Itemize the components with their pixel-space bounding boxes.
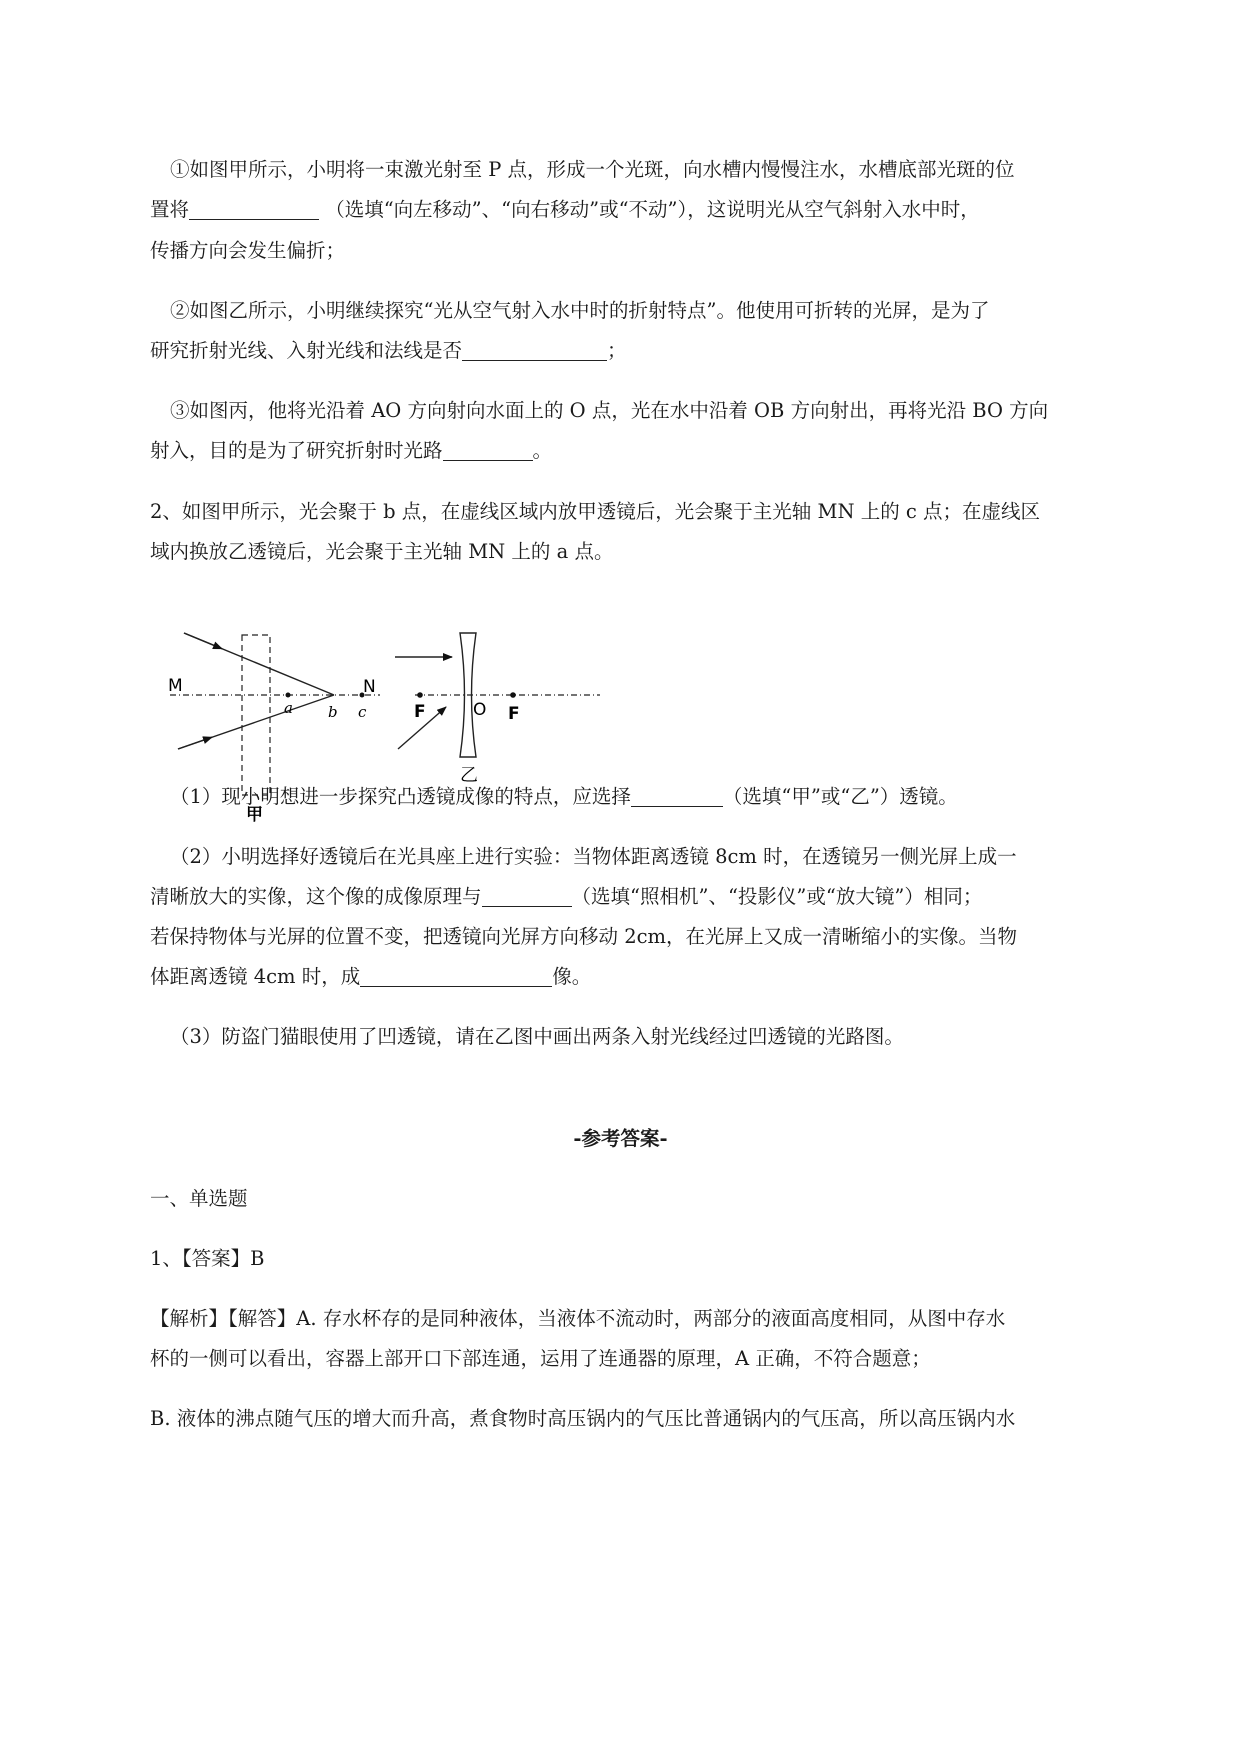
label-n: N xyxy=(363,677,376,697)
label-focus-right: F xyxy=(508,704,520,724)
q1-answer-blank[interactable] xyxy=(189,197,319,220)
sub2-line2-prefix: 清晰放大的实像，这个像的成像原理与 xyxy=(150,885,482,908)
focus-right-dot xyxy=(510,692,516,698)
label-focus-left: F xyxy=(414,702,426,722)
analysis-line2: 杯的一侧可以看出，容器上部开口下部连通，运用了连通器的原理，A 正确，不符合题意； xyxy=(150,1347,931,1370)
ray-upper-arrow xyxy=(184,633,222,649)
sub2-line4-prefix: 体距离透镜 4cm 时，成 xyxy=(150,965,361,988)
answer-item-1: 1、【答案】B xyxy=(150,1247,265,1270)
point-a xyxy=(286,693,291,698)
answers-heading: -参考答案- xyxy=(573,1127,668,1150)
q3-answer-blank[interactable] xyxy=(443,438,533,461)
sub1-prefix: （1）现小明想进一步探究凸透镜成像的特点，应选择 xyxy=(170,785,631,808)
q2-line2-prefix: 研究折射光线、入射光线和法线是否 xyxy=(150,339,463,362)
q1-line2 xyxy=(150,196,980,224)
analysis-line3: B. 液体的沸点随气压的增大而升高，煮食物时高压锅内的气压比普通锅内的气压高，所以高压锅内水 xyxy=(150,1407,1016,1430)
q2-answer-blank[interactable] xyxy=(462,338,607,361)
question2-line2: 域内换放乙透镜后，光会聚于主光轴 MN 上的 a 点。 xyxy=(150,540,614,563)
q1-line2-suffix: （选填“向左移动”、“向右移动”或“不动”），这说明光从空气斜射入水中时， xyxy=(319,198,980,221)
sub3-line: （3）防盗门猫眼使用了凹透镜，请在乙图中画出两条入射光线经过凹透镜的光路图。 xyxy=(170,1025,904,1048)
q3-line1: ③如图丙，他将光沿着 AO 方向射向水面上的 O 点，光在水中沿着 OB 方向射出，再将光沿 BO 方向 xyxy=(170,399,1049,422)
analysis-line1: 【解析】【解答】A. 存水杯存的是同种液体，当液体不流动时，两部分的液面高度相同，从图中存水 xyxy=(150,1307,1006,1330)
label-a: a xyxy=(284,699,293,717)
q1-line3: 传播方向会发生偏折； xyxy=(150,239,346,262)
label-o: O xyxy=(473,700,487,720)
sub2-line2-suffix: （选填“照相机”、“投影仪”或“放大镜”）相同； xyxy=(571,885,983,908)
sub2-line4 xyxy=(150,963,591,991)
label-yi: 乙 xyxy=(460,765,478,786)
sub2-answer-blank-2[interactable] xyxy=(360,964,552,987)
sub1-line xyxy=(170,783,958,811)
ray-lower-arrow xyxy=(178,737,212,749)
figure-yi xyxy=(395,633,600,786)
focus-left-dot xyxy=(417,692,423,698)
q3-line2-suffix: 。 xyxy=(532,439,553,462)
sub2-line1: （2）小明选择好透镜后在光具座上进行实验：当物体距离透镜 8cm 时，在透镜另一侧光屏上成一 xyxy=(170,845,1017,868)
label-jia: 甲 xyxy=(246,805,263,825)
q2-line1: ②如图乙所示，小明继续探究“光从空气射入水中时的折射特点”。他使用可折转的光屏，是为了 xyxy=(170,299,990,322)
sub1-answer-blank[interactable] xyxy=(631,784,723,807)
answers-section-title: 一、单选题 xyxy=(150,1187,248,1210)
q3-line2 xyxy=(150,437,552,465)
question2-line1: 2、如图甲所示，光会聚于 b 点，在虚线区域内放甲透镜后，光会聚于主光轴 MN 上的 c 点；在虚线区 xyxy=(150,500,1041,523)
q1-line2-prefix: 置将 xyxy=(150,198,190,221)
sub2-line2 xyxy=(150,883,982,911)
sub2-line4-suffix: 像。 xyxy=(552,965,592,988)
label-c: c xyxy=(358,703,367,721)
q2-line2-suffix: ； xyxy=(607,339,627,362)
label-m: M xyxy=(168,676,183,696)
q3-line2-prefix: 射入，目的是为了研究折射时光路 xyxy=(150,439,443,462)
sub2-line3: 若保持物体与光屏的位置不变，把透镜向光屏方向移动 2cm，在光屏上又成一清晰缩小的实像。当物 xyxy=(150,925,1018,948)
sub2-answer-blank-1[interactable] xyxy=(482,884,572,907)
q1-line1: ①如图甲所示，小明将一束激光射至 P 点，形成一个光斑，向水槽内慢慢注水，水槽底部光斑的位 xyxy=(170,158,1015,181)
label-b: b xyxy=(328,703,338,721)
sub1-suffix: （选填“甲”或“乙”）透镜。 xyxy=(722,785,958,808)
q2-line2 xyxy=(150,337,627,365)
